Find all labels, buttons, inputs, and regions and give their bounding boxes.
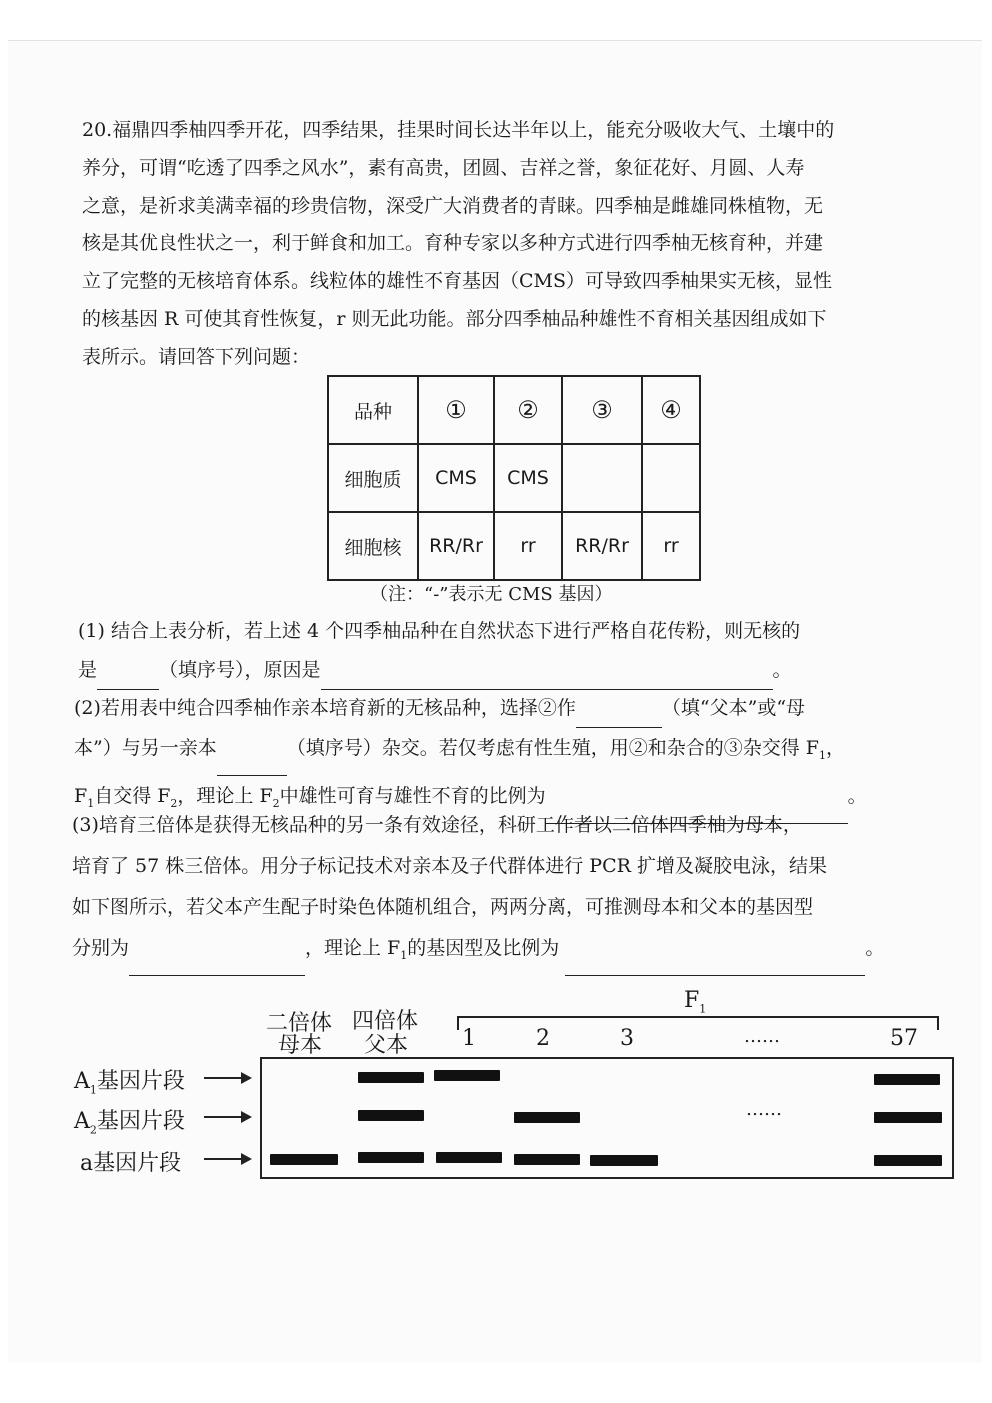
intro-line: 养分，可谓“吃透了四季之风水”，素有高贵，团圆、吉祥之誉，象征花好、月圆、人寿 [82, 156, 805, 179]
q2-text: （填“父本”或“母 [661, 697, 806, 719]
answer-blank[interactable] [321, 669, 773, 690]
table-cell: rr [494, 512, 562, 580]
gel-band [358, 1072, 424, 1083]
table-cell: ① [418, 376, 494, 444]
gel-band [874, 1155, 942, 1166]
question-intro [82, 112, 927, 377]
breed-gene-table [327, 375, 701, 581]
q1-line [78, 651, 940, 690]
q3-text: 的基因型及比例为 [407, 937, 560, 959]
intro-line: 立了完整的无核培育体系。线粒体的雄性不育基因（CMS）可导致四季柚果实无核，显性 [82, 270, 833, 293]
answer-blank[interactable] [565, 955, 865, 976]
table-cell: 细胞核 [328, 512, 418, 580]
table-cell: rr [642, 512, 700, 580]
gene-text: 基因片段 [93, 1151, 182, 1176]
answer-blank[interactable] [129, 955, 305, 976]
q2-line [74, 688, 944, 728]
gene-text: a [80, 1151, 94, 1176]
q3-text: 分别为 [72, 937, 130, 959]
intro-line: 核是其优良性状之一，利于鲜食和加工。育种专家以多种方式进行四季柚无核育种，并建 [82, 232, 824, 255]
q1-line: (1) 结合上表分析，若上述 4 个四季柚品种在自然状态下进行严格自花传粉，则无核的 [78, 620, 801, 642]
gel-band [434, 1070, 500, 1081]
arrow-icon [204, 1116, 250, 1118]
subscript: 2 [170, 796, 178, 810]
question-1 [78, 612, 940, 690]
question-3 [72, 805, 944, 976]
q3-line [72, 928, 944, 976]
table-row [328, 512, 700, 580]
q2-text: （填序号）杂交。若仅考虑有性生殖，用②和杂合的③杂交得 F [286, 737, 819, 759]
subscript: 2 [89, 1123, 97, 1137]
q2-text: ， [825, 737, 845, 759]
gel-band [358, 1110, 424, 1121]
q3-line: 如下图所示，若父本产生配子时染色体随机组合，两两分离，可推测母本和父本的基因型 [72, 896, 814, 918]
table-cell [642, 444, 700, 512]
arrow-icon [204, 1077, 250, 1079]
table-cell: ③ [562, 376, 642, 444]
arrow-icon [204, 1158, 250, 1160]
table-header-row [328, 376, 700, 444]
q1-text: 是 [78, 659, 98, 681]
table-cell: 品种 [328, 376, 418, 444]
gene-text: 基因片段 [96, 1109, 185, 1134]
intro-line: 的核基因 R 可使其育性恢复，r 则无此功能。部分四季柚品种雄性不育相关基因组成如下 [82, 307, 827, 330]
gel-band [270, 1154, 338, 1165]
gel-band [514, 1154, 580, 1165]
intro-line: 表所示。请回答下列问题： [82, 345, 311, 368]
table-row [328, 444, 700, 512]
mother-label: 母本 [278, 1033, 323, 1058]
subscript: 2 [272, 796, 280, 810]
q3-line: 培育了 57 株三倍体。用分子标记技术对亲本及子代群体进行 PCR 扩增及凝胶电泳，结果 [72, 855, 827, 877]
q2-line [74, 728, 944, 776]
q2-text: F [74, 784, 88, 807]
answer-blank[interactable] [576, 707, 662, 728]
lane-number: 2 [536, 1026, 550, 1051]
gel-band [358, 1152, 424, 1163]
subscript: 1 [89, 1083, 97, 1097]
lane-number: 1 [462, 1026, 476, 1051]
question-2 [74, 688, 944, 824]
lane-number: 3 [620, 1026, 634, 1051]
lane-number: 57 [890, 1026, 918, 1051]
q3-text: ，理论上 F [305, 937, 401, 959]
gene-label-a1 [74, 1064, 185, 1096]
q1-text: （填序号），原因是 [159, 659, 321, 681]
q2-text: (2)若用表中纯合四季柚作亲本培育新的无核品种，选择②作 [74, 697, 576, 719]
gel-band [514, 1112, 580, 1123]
q2-text: 中雄性可育与雄性不育的比例为 [279, 784, 546, 807]
answer-blank[interactable] [217, 755, 287, 776]
subscript: 1 [818, 748, 826, 762]
table-cell: CMS [494, 444, 562, 512]
gene-label-a [80, 1146, 181, 1177]
q3-line: (3)培育三倍体是获得无核品种的另一条有效途径，科研工作者以二倍体四季柚为母本， [72, 814, 802, 836]
table-note: （注：“-”表示无 CMS 基因） [370, 584, 613, 605]
gel-box [260, 1057, 954, 1179]
answer-blank[interactable] [97, 669, 159, 690]
f1-label [684, 988, 706, 1015]
table-cell: CMS [418, 444, 494, 512]
subscript: 1 [87, 796, 95, 810]
gene-text: A [74, 1109, 90, 1134]
intro-line: 20.福鼎四季柚四季开花，四季结果，挂果时间长达半年以上，能充分吸收大气、土壤中的 [82, 119, 835, 141]
gene-text: 基因片段 [96, 1069, 185, 1094]
gel-band [590, 1155, 658, 1166]
table-cell: ④ [642, 376, 700, 444]
f1-text: F [684, 988, 700, 1013]
table-cell: RR/Rr [562, 512, 642, 580]
table-cell [562, 444, 642, 512]
f1-bracket [457, 1016, 939, 1030]
q2-text: ，理论上 F [177, 784, 273, 807]
gene-label-a2 [74, 1104, 185, 1136]
q2-text: 本”）与另一亲本 [74, 737, 217, 759]
q2-text: 自交得 F [94, 784, 171, 807]
q1-text: 。 [772, 659, 792, 681]
father-label: 父本 [364, 1033, 409, 1058]
tetraploid-label: 四倍体 [352, 1009, 419, 1034]
gel-band [874, 1074, 940, 1085]
gel-band [436, 1152, 502, 1163]
lane-number: …… [744, 1026, 780, 1047]
gene-text: A [74, 1069, 90, 1094]
subscript: 1 [699, 1002, 707, 1016]
intro-line: 之意，是祈求美满幸福的珍贵信物，深受广大消费者的青睐。四季柚是雌雄同株植物，无 [82, 194, 824, 217]
table-cell: 细胞质 [328, 444, 418, 512]
table-cell: ② [494, 376, 562, 444]
q3-text: 。 [865, 937, 885, 959]
q2-text: 。 [847, 784, 867, 807]
diploid-label: 二倍体 [266, 1011, 333, 1036]
subscript: 1 [400, 948, 408, 962]
gel-dots: …… [746, 1099, 782, 1120]
table-cell: RR/Rr [418, 512, 494, 580]
gel-band [874, 1112, 942, 1123]
